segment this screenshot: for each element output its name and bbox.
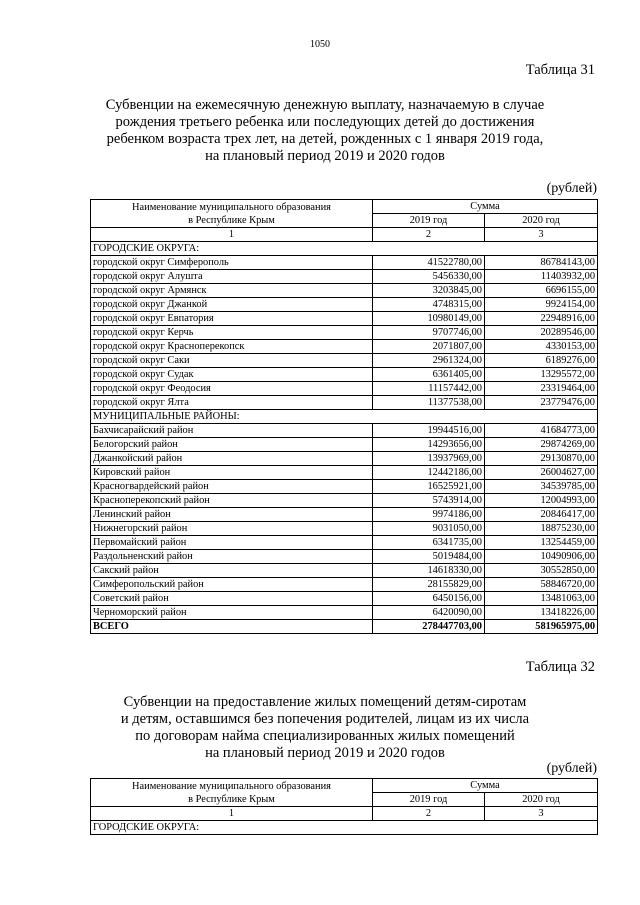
amount-2019: 14293656,00: [373, 438, 485, 452]
sum-header: Сумма: [373, 779, 598, 793]
amount-2019: 5456330,00: [373, 270, 485, 284]
amount-2020: 4330153,00: [485, 340, 598, 354]
table-row: [91, 494, 598, 508]
municipality-name: Бахчисарайский район: [91, 424, 373, 438]
amount-2020: 30552850,00: [485, 564, 598, 578]
municipality-name: Ленинский район: [91, 508, 373, 522]
municipality-name: Джанкойский район: [91, 452, 373, 466]
municipality-name: городской округ Судак: [91, 368, 373, 382]
table-row: [91, 536, 598, 550]
amount-2020: 13481063,00: [485, 592, 598, 606]
municipality-name: Красногвардейский район: [91, 480, 373, 494]
amount-2019: 6361405,00: [373, 368, 485, 382]
title-line: по договорам найма специализированных жилых помещений: [135, 728, 515, 744]
title-line: Субвенции на предоставление жилых помещений детям-сиротам: [123, 694, 527, 710]
year-2019-header: 2019 год: [373, 214, 485, 228]
table-row: [91, 522, 598, 536]
title-line: рождения третьего ребенка или последующих детей до достижения: [115, 114, 535, 130]
table-row: [91, 508, 598, 522]
municipality-name: Первомайский район: [91, 536, 373, 550]
municipality-name: городской округ Ялта: [91, 396, 373, 410]
amount-2019: 4748315,00: [373, 298, 485, 312]
municipality-name: Сакский район: [91, 564, 373, 578]
amount-2020: 23779476,00: [485, 396, 598, 410]
amount-2019: 9031050,00: [373, 522, 485, 536]
table-row: [91, 424, 598, 438]
table-row: [91, 298, 598, 312]
amount-2020: 26004627,00: [485, 466, 598, 480]
column-number: 2: [373, 228, 485, 242]
header-row: [91, 200, 598, 214]
year-2020-header: 2020 год: [485, 793, 598, 807]
column-number: 2: [373, 807, 485, 821]
column-number-row: [91, 807, 598, 821]
amount-2019: 14618330,00: [373, 564, 485, 578]
municipality-name: городской округ Евпатория: [91, 312, 373, 326]
amount-2020: 86784143,00: [485, 256, 598, 270]
table-row: [91, 312, 598, 326]
amount-2020: 20289546,00: [485, 326, 598, 340]
municipality-name: городской округ Керчь: [91, 326, 373, 340]
municipality-name: Раздольненский район: [91, 550, 373, 564]
table-row: [91, 326, 598, 340]
municipality-name: городской округ Алушта: [91, 270, 373, 284]
amount-2019: 12442186,00: [373, 466, 485, 480]
municipality-name: Симферопольский район: [91, 578, 373, 592]
name-header-line2: в Республике Крым: [188, 793, 275, 805]
amount-2019: 2961324,00: [373, 354, 485, 368]
municipality-name: городской округ Армянск: [91, 284, 373, 298]
section-heading: ГОРОДСКИЕ ОКРУГА:: [91, 242, 598, 256]
amount-2019: 5019484,00: [373, 550, 485, 564]
column-number: 3: [485, 807, 598, 821]
table-31-unit: (рублей): [546, 181, 597, 196]
table-31-title: [90, 97, 560, 165]
municipality-name: городской округ Красноперекопск: [91, 340, 373, 354]
table-row: [91, 340, 598, 354]
section-row: [91, 821, 598, 835]
section-heading: ГОРОДСКИЕ ОКРУГА:: [91, 821, 598, 835]
title-line: и детям, оставшимся без попечения родителей, лицам из их числа: [120, 711, 530, 727]
table-32-title: [90, 694, 560, 762]
amount-2020: 34539785,00: [485, 480, 598, 494]
amount-2019: 41522780,00: [373, 256, 485, 270]
municipality-name: Черноморский район: [91, 606, 373, 620]
amount-2020: 20846417,00: [485, 508, 598, 522]
municipality-name: Нижнегорский район: [91, 522, 373, 536]
total-2019: 278447703,00: [373, 620, 485, 634]
column-number: 1: [91, 807, 373, 821]
amount-2020: 10490906,00: [485, 550, 598, 564]
amount-2019: 11377538,00: [373, 396, 485, 410]
amount-2020: 6696155,00: [485, 284, 598, 298]
name-column-header: [91, 200, 373, 228]
amount-2020: 18875230,00: [485, 522, 598, 536]
amount-2020: 58846720,00: [485, 578, 598, 592]
municipality-name: Белогорский район: [91, 438, 373, 452]
section-heading: МУНИЦИПАЛЬНЫЕ РАЙОНЫ:: [91, 410, 598, 424]
amount-2020: 29130870,00: [485, 452, 598, 466]
table-row: [91, 606, 598, 620]
table-32-label: Таблица 32: [525, 659, 595, 675]
name-header-line1: Наименование муниципального образования: [132, 780, 331, 792]
amount-2020: 29874269,00: [485, 438, 598, 452]
amount-2019: 5743914,00: [373, 494, 485, 508]
amount-2019: 9974186,00: [373, 508, 485, 522]
total-row: [91, 620, 598, 634]
amount-2020: 12004993,00: [485, 494, 598, 508]
municipality-name: городской округ Джанкой: [91, 298, 373, 312]
table-row: [91, 382, 598, 396]
amount-2019: 3203845,00: [373, 284, 485, 298]
name-header-line1: Наименование муниципального образования: [132, 201, 331, 213]
table-row: [91, 466, 598, 480]
table-row: [91, 270, 598, 284]
amount-2019: 16525921,00: [373, 480, 485, 494]
table-row: [91, 452, 598, 466]
name-header-line2: в Республике Крым: [188, 214, 275, 226]
column-number-row: [91, 228, 598, 242]
table-32-unit: (рублей): [546, 761, 597, 776]
column-number: 1: [91, 228, 373, 242]
table-row: [91, 564, 598, 578]
section-row: [91, 242, 598, 256]
title-line: Субвенции на ежемесячную денежную выплату, назначаемую в случае: [105, 97, 545, 113]
table-row: [91, 438, 598, 452]
amount-2019: 10980149,00: [373, 312, 485, 326]
table-31: [90, 199, 598, 634]
column-number: 3: [485, 228, 598, 242]
amount-2020: 9924154,00: [485, 298, 598, 312]
amount-2020: 13295572,00: [485, 368, 598, 382]
amount-2019: 28155829,00: [373, 578, 485, 592]
amount-2019: 19944516,00: [373, 424, 485, 438]
amount-2019: 2071807,00: [373, 340, 485, 354]
total-2020: 581965975,00: [485, 620, 598, 634]
page-number: 1050: [310, 39, 330, 50]
municipality-name: Красноперекопский район: [91, 494, 373, 508]
table-row: [91, 396, 598, 410]
year-2020-header: 2020 год: [485, 214, 598, 228]
amount-2020: 11403932,00: [485, 270, 598, 284]
table-row: [91, 550, 598, 564]
amount-2020: 6189276,00: [485, 354, 598, 368]
sum-header: Сумма: [373, 200, 598, 214]
header-row: [91, 779, 598, 793]
municipality-name: городской округ Саки: [91, 354, 373, 368]
amount-2020: 41684773,00: [485, 424, 598, 438]
table-row: [91, 284, 598, 298]
table-row: [91, 354, 598, 368]
title-line: на плановый период 2019 и 2020 годов: [205, 745, 445, 761]
table-row: [91, 480, 598, 494]
municipality-name: Советский район: [91, 592, 373, 606]
amount-2019: 13937969,00: [373, 452, 485, 466]
amount-2019: 6420090,00: [373, 606, 485, 620]
table-row: [91, 368, 598, 382]
title-line: на плановый период 2019 и 2020 годов: [205, 148, 445, 164]
municipality-name: городской округ Симферополь: [91, 256, 373, 270]
year-2019-header: 2019 год: [373, 793, 485, 807]
amount-2020: 13254459,00: [485, 536, 598, 550]
amount-2019: 6450156,00: [373, 592, 485, 606]
name-column-header: [91, 779, 373, 807]
municipality-name: городской округ Феодосия: [91, 382, 373, 396]
amount-2020: 13418226,00: [485, 606, 598, 620]
table-row: [91, 578, 598, 592]
table-row: [91, 592, 598, 606]
title-line: ребенком возраста трех лет, на детей, рожденных с 1 января 2019 года,: [106, 131, 544, 147]
amount-2020: 22948916,00: [485, 312, 598, 326]
amount-2019: 6341735,00: [373, 536, 485, 550]
municipality-name: Кировский район: [91, 466, 373, 480]
total-label: ВСЕГО: [91, 620, 373, 634]
table-row: [91, 256, 598, 270]
amount-2019: 9707746,00: [373, 326, 485, 340]
amount-2019: 11157442,00: [373, 382, 485, 396]
table-31-label: Таблица 31: [525, 62, 595, 78]
table-32: [90, 778, 598, 835]
amount-2020: 23319464,00: [485, 382, 598, 396]
section-row: [91, 410, 598, 424]
